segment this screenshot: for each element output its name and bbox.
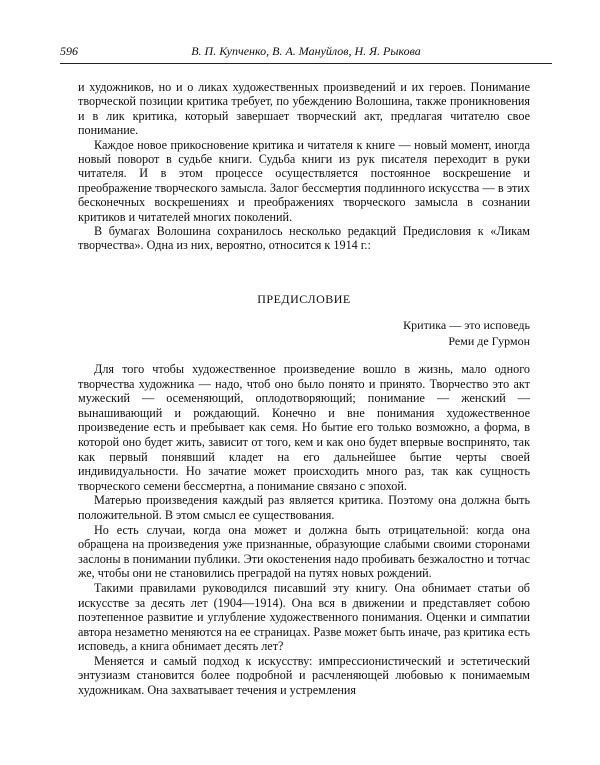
running-header xyxy=(60,44,552,64)
intro-text xyxy=(78,80,530,253)
preface-paragraph-5: Меняется и самый подход к искусству: импрессионистический и эстетический энтузиазм становится более подробной и расчленяющей любовью к понимаемым художникам. Она захватывает течения и устремления xyxy=(78,653,530,698)
intro-paragraph-2: Каждое новое прикосновение критика и читателя к книге — новый момент, иногда новый поворот в судьбе книги. Судьба книги из рук писателя переходит в руки читателя. И в этом процессе осуществляется постоянное воскрешение и преображение творческого замысла. Залог бессмертия подлинного искусства — в этих бесконечных воскрешениях и преображениях творческого замысла в сознании критиков и читателей многих поколений. xyxy=(78,137,530,224)
intro-paragraph-3: В бумагах Волошина сохранилось несколько редакций Предисловия к «Ликам творчества». Одна из них, вероятно, относится к 1914 г.: xyxy=(78,224,530,253)
page-number: 596 xyxy=(60,44,78,58)
preface-paragraph-3: Но есть случаи, когда она может и должна быть отрицательной: когда она обращена на произведения уже признанные, образующие слабыми своими сторонами заслоны в понимании публики. Эти окостенения надо пробивать безжалостно и тотчас же, чтобы они не становились преградой на путях новых рождений. xyxy=(78,522,530,581)
epigraph xyxy=(330,317,530,349)
epigraph-author: Реми де Гурмон xyxy=(448,334,530,348)
preface-paragraph-1: Для того чтобы художественное произведение вошло в жизнь, мало одного творчества художника — надо, чтоб оно было понято и принято. Творчество это акт мужеский — осеменяющий, оплодотворяющий; понимание — женский — вынашивающий и рождающий. Конечно и вне понимания художественное произведение есть и пребывает как семя. Но бытие его только возможно, а форма, в которой оно будет жить, зависит от того, кем и как оно будет впервые воспринято, так как первый понявший кладет на его дальнейшее бытие черты своей индивидуальности. Но зачатие может происходить много раз, так как сущность творческого семени бессмертна, а понимание связано с эпохой. xyxy=(78,362,530,493)
epigraph-text: Критика — это исповедь xyxy=(403,318,530,332)
intro-paragraph-1: и художников, но и о ликах художественных произведений и их героев. Понимание творческой позиции критика требует, по убеждению Волошина, также проникновения и в лик критика, который завершает творческий акт, предлагая читателю свое понимание. xyxy=(78,80,530,138)
preface-paragraph-4: Такими правилами руководился писавший эту книгу. Она обнимает статьи об искусстве за десять лет (1904—1914). Она вся в движении и представляет собою поэтепенное развитие и углубление художественного понимания. Оценки и симпатии автора незаметно меняются на ее страницах. Разве может быть иначе, раз критика есть исповедь, а книга обнимает десять лет? xyxy=(78,580,530,654)
header-authors: В. П. Купченко, В. А. Мануйлов, Н. Я. Рыкова xyxy=(191,44,421,58)
preface-paragraph-2: Матерью произведения каждый раз является критика. Поэтому она должна быть положительной. В этом смысл ее существования. xyxy=(78,493,530,522)
section-title: ПРЕДИСЛОВИЕ xyxy=(257,292,351,306)
preface-text xyxy=(78,362,530,698)
